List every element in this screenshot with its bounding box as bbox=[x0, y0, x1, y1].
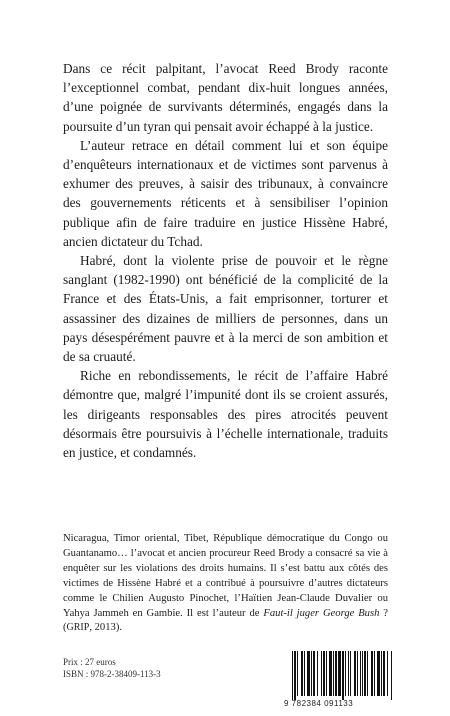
barcode-bar bbox=[357, 651, 358, 696]
blurb-paragraph-2: L’auteur retrace en détail comment lui et son équipe d’enquêteurs internationaux et de victimes sont parvenus à exhumer des preuves, à saisir des tribunaux, à convaincre des gouvernements réticents et à sensibiliser l’opinion publique afin de faire traduire en justice Hissène Habré, ancien dictateur du Tchad. bbox=[63, 137, 388, 249]
author-bio bbox=[63, 532, 388, 636]
barcode-bar bbox=[364, 651, 366, 696]
barcode-graphic bbox=[290, 651, 394, 700]
barcode-bar bbox=[317, 651, 318, 696]
book-title: Faut-il juger George Bush bbox=[263, 607, 380, 619]
author-bio-text: Nicaragua, Timor oriental, Tibet, République démocratique du Congo ou Guantanamo… l’avocat et ancien procureur Reed Brody a consacré sa vie à enquêter sur les violations des droits humains. Il s’est battu aux côtés des victimes de Hissène Habré et a contribué à poursuivre d’autres dictateurs comme le Chilien Augusto Pinochet, l’Haïtien Jean-Claude Duvalier ou Yahya Jammeh en Gambie. Il est l’auteur de bbox=[63, 533, 388, 619]
barcode-bar bbox=[304, 651, 305, 696]
barcode-bar bbox=[362, 651, 363, 696]
barcode-bar bbox=[383, 651, 385, 696]
back-cover-blurb bbox=[63, 59, 388, 462]
barcode-bar bbox=[367, 651, 368, 696]
barcode-bar bbox=[371, 651, 373, 696]
barcode-bar bbox=[381, 651, 382, 696]
barcode-bar bbox=[338, 651, 341, 696]
barcode-bar bbox=[391, 651, 392, 700]
barcode-digits: 9 782384 091133 bbox=[284, 699, 354, 708]
barcode-bar bbox=[342, 651, 344, 700]
barcode-bar bbox=[311, 651, 312, 696]
barcode-bar bbox=[329, 651, 332, 696]
barcode-bar bbox=[294, 651, 296, 700]
barcode-bar bbox=[313, 651, 315, 696]
blurb-paragraph-3: Habré, dont la violente prise de pouvoir et le règne sanglant (1982-1990) ont bénéficié de la complicité de la France et des États-Unis, a fait emprisonner, torturer et assassiner des dizaines de milliers de personnes, dans un pays désespérément pauvre et à la merci de son ambition et de sa cruauté. bbox=[63, 253, 388, 365]
author-bio-year: , 2013). bbox=[89, 622, 122, 634]
barcode-bar bbox=[297, 651, 298, 696]
barcode-bar bbox=[323, 651, 325, 696]
barcode-bar bbox=[350, 651, 351, 696]
barcode bbox=[290, 651, 394, 700]
barcode-bar bbox=[307, 651, 310, 696]
barcode-bar bbox=[292, 651, 293, 700]
author-bio-after-title: ? ( bbox=[63, 607, 388, 634]
barcode-bar bbox=[354, 651, 356, 696]
author-bio-paragraph bbox=[63, 532, 388, 636]
price-text: Prix : 27 euros bbox=[63, 657, 116, 667]
barcode-bar bbox=[374, 651, 375, 696]
blurb-paragraph-4: Riche en rebondissements, le récit de l’affaire Habré démontre que, malgré l’impunité dont ils se croient assurés, les dirigeants responsables des pires atrocités peuvent désormais être poursuivis à l’échelle internationale, traduits en justice, et condamnés. bbox=[63, 368, 388, 461]
barcode-bar bbox=[348, 651, 349, 696]
barcode-bar bbox=[335, 651, 337, 696]
barcode-bar bbox=[360, 651, 361, 696]
barcode-bar bbox=[377, 651, 380, 696]
barcode-bar bbox=[321, 651, 322, 696]
publisher-name: GRIP bbox=[66, 622, 90, 634]
price-isbn-block bbox=[63, 656, 161, 681]
barcode-bar bbox=[301, 651, 303, 696]
blurb-paragraph-1: Dans ce récit palpitant, l’avocat Reed Brody raconte l’exceptionnel combat, pendant dix-huit longues années, d’une poignée de survivants déterminés, engagés dans la poursuite d’un tyran qui pensait avoir échappé à la justice. bbox=[63, 61, 388, 134]
barcode-bar bbox=[333, 651, 334, 696]
isbn-text: ISBN : 978-2-38409-113-3 bbox=[63, 669, 161, 680]
barcode-bar bbox=[326, 651, 327, 696]
barcode-bar bbox=[387, 651, 388, 696]
barcode-bar bbox=[345, 651, 346, 696]
